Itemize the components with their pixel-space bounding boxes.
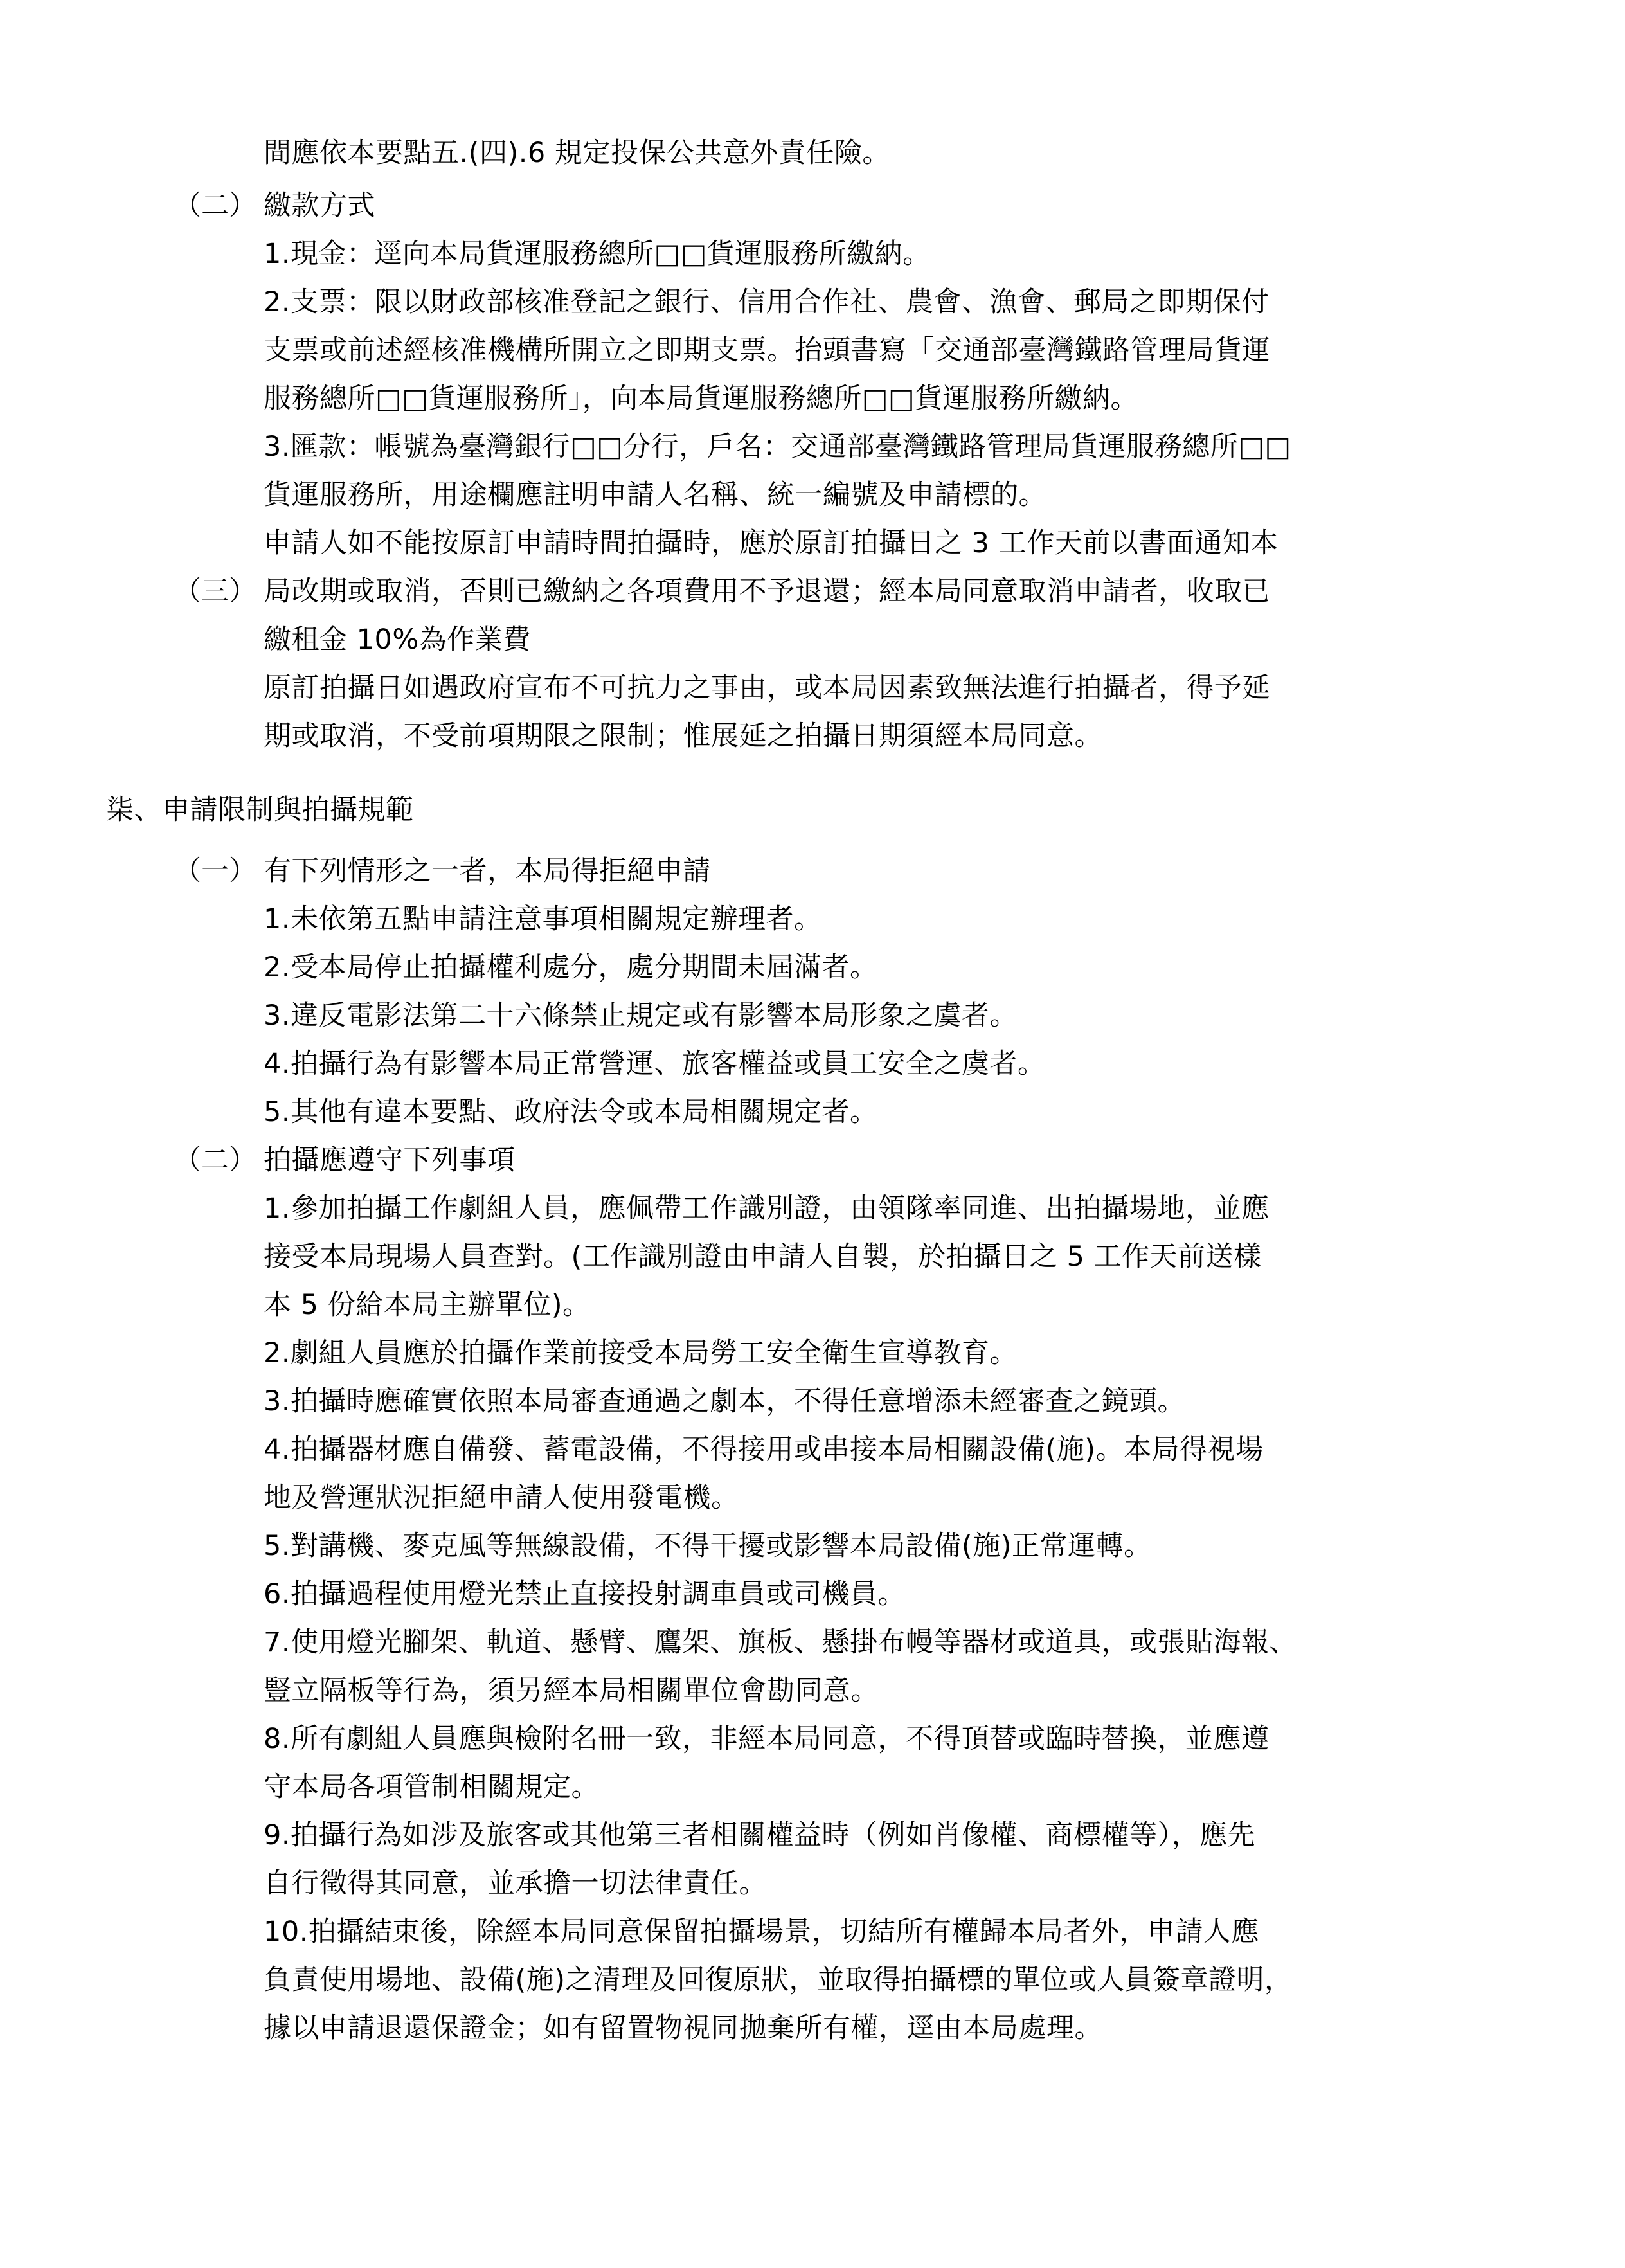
refusal-item-1: 1.未依第五點申請注意事項相關規定辦理者。 (264, 903, 822, 935)
payment-item-check-line3: 服務總所□□貨運服務所」，向本局貨運服務總所□□貨運服務所繳納。 (264, 382, 1139, 415)
rule-8-line2: 守本局各項管制相關規定。 (264, 1771, 599, 1803)
rule-5: 5.對講機、麥克風等無線設備，不得干擾或影響本局設備(施)正常運轉。 (264, 1530, 1152, 1562)
rule-7-line2: 豎立隔板等行為，須另經本局相關單位會勘同意。 (264, 1675, 879, 1707)
reschedule-para2-line1: 原訂拍攝日如遇政府宣布不可抗力之事由，或本局因素致無法進行拍攝者，得予延 (264, 672, 1270, 704)
rule-8-line1: 8.所有劇組人員應與檢附名冊一致，非經本局同意，不得頂替或臨時替換，並應遵 (264, 1723, 1270, 1755)
refusal-item-2: 2.受本局停止拍攝權利處分，處分期間未屆滿者。 (264, 951, 878, 984)
rule-9-line1: 9.拍攝行為如涉及旅客或其他第三者相關權益時（例如肖像權、商標權等），應先 (264, 1819, 1256, 1851)
c7-section-label-2: （二） (174, 1144, 256, 1176)
refusal-item-5: 5.其他有違本要點、政府法令或本局相關規定者。 (264, 1096, 878, 1128)
reschedule-para2-line2: 期或取消，不受前項期限之限制；惟展延之拍攝日期須經本局同意。 (264, 720, 1102, 752)
reschedule-para1-line2: 局改期或取消，否則已繳納之各項費用不予退還；經本局同意取消申請者，收取已 (264, 575, 1270, 608)
payment-item-check-line2: 支票或前述經核准機構所開立之即期支票。抬頭書寫「交通部臺灣鐵路管理局貨運 (264, 334, 1270, 366)
rule-6: 6.拍攝過程使用燈光禁止直接投射調車員或司機員。 (264, 1578, 906, 1610)
chapter-title-7: 柒、申請限制與拍攝規範 (106, 794, 414, 826)
section-title-payment: 繳款方式 (264, 190, 375, 222)
rule-4-line2: 地及營運狀況拒絕申請人使用發電機。 (264, 1482, 739, 1514)
rule-2: 2.劇組人員應於拍攝作業前接受本局勞工安全衛生宣導教育。 (264, 1337, 1018, 1369)
rule-1-line3: 本 5 份給本局主辦單位)。 (264, 1289, 591, 1321)
refusal-item-4: 4.拍攝行為有影響本局正常營運、旅客權益或員工安全之虞者。 (264, 1048, 1046, 1080)
payment-item-cash: 1.現金：逕向本局貨運服務總所□□貨運服務所繳納。 (264, 238, 931, 270)
rule-4-line1: 4.拍攝器材應自備發、蓄電設備，不得接用或串接本局相關設備(施)。本局得視場 (264, 1434, 1264, 1466)
rule-9-line2: 自行徵得其同意，並承擔一切法律責任。 (264, 1868, 767, 1900)
section-label-2: （二） (174, 190, 256, 222)
rule-1-line2: 接受本局現場人員查對。(工作識別證由申請人自製，於拍攝日之 5 工作天前送樣 (264, 1241, 1262, 1273)
reschedule-para1-line1: 申請人如不能按原訂申請時間拍攝時，應於原訂拍攝日之 3 工作天前以書面通知本 (264, 527, 1279, 559)
rule-10-line3: 據以申請退還保證金；如有留置物視同拋棄所有權，逕由本局處理。 (264, 2012, 1102, 2044)
continuation-line: 間應依本要點五.(四).6 規定投保公共意外責任險。 (264, 137, 890, 169)
rule-1-line1: 1.參加拍攝工作劇組人員，應佩帶工作識別證，由領隊率同進、出拍攝場地，並應 (264, 1192, 1270, 1225)
reschedule-para1-line3: 繳租金 10%為作業費 (264, 624, 531, 656)
rule-7-line1: 7.使用燈光腳架、軌道、懸臂、鷹架、旗板、懸掛布幔等器材或道具，或張貼海報、 (264, 1626, 1298, 1659)
c7-section-label-1: （一） (174, 855, 256, 887)
payment-item-check-line1: 2.支票：限以財政部核准登記之銀行、信用合作社、農會、漁會、郵局之即期保付 (264, 286, 1270, 318)
c7-section-title-rules: 拍攝應遵守下列事項 (264, 1144, 516, 1176)
payment-item-transfer-line1: 3.匯款：帳號為臺灣銀行□□分行，戶名：交通部臺灣鐵路管理局貨運服務總所□□ (264, 431, 1291, 463)
refusal-item-3: 3.違反電影法第二十六條禁止規定或有影響本局形象之虞者。 (264, 1000, 1018, 1032)
payment-item-transfer-line2: 貨運服務所，用途欄應註明申請人名稱、統一編號及申請標的。 (264, 479, 1046, 511)
rule-3: 3.拍攝時應確實依照本局審查通過之劇本，不得任意增添未經審查之鏡頭。 (264, 1385, 1186, 1418)
section-label-3: （三） (174, 575, 256, 608)
rule-10-line2: 負責使用場地、設備(施)之清理及回復原狀，並取得拍攝標的單位或人員簽章證明， (264, 1964, 1293, 1996)
rule-10-line1: 10.拍攝結束後，除經本局同意保留拍攝場景，切結所有權歸本局者外，申請人應 (264, 1916, 1259, 1948)
c7-section-title-refusal: 有下列情形之一者，本局得拒絕申請 (264, 855, 711, 887)
